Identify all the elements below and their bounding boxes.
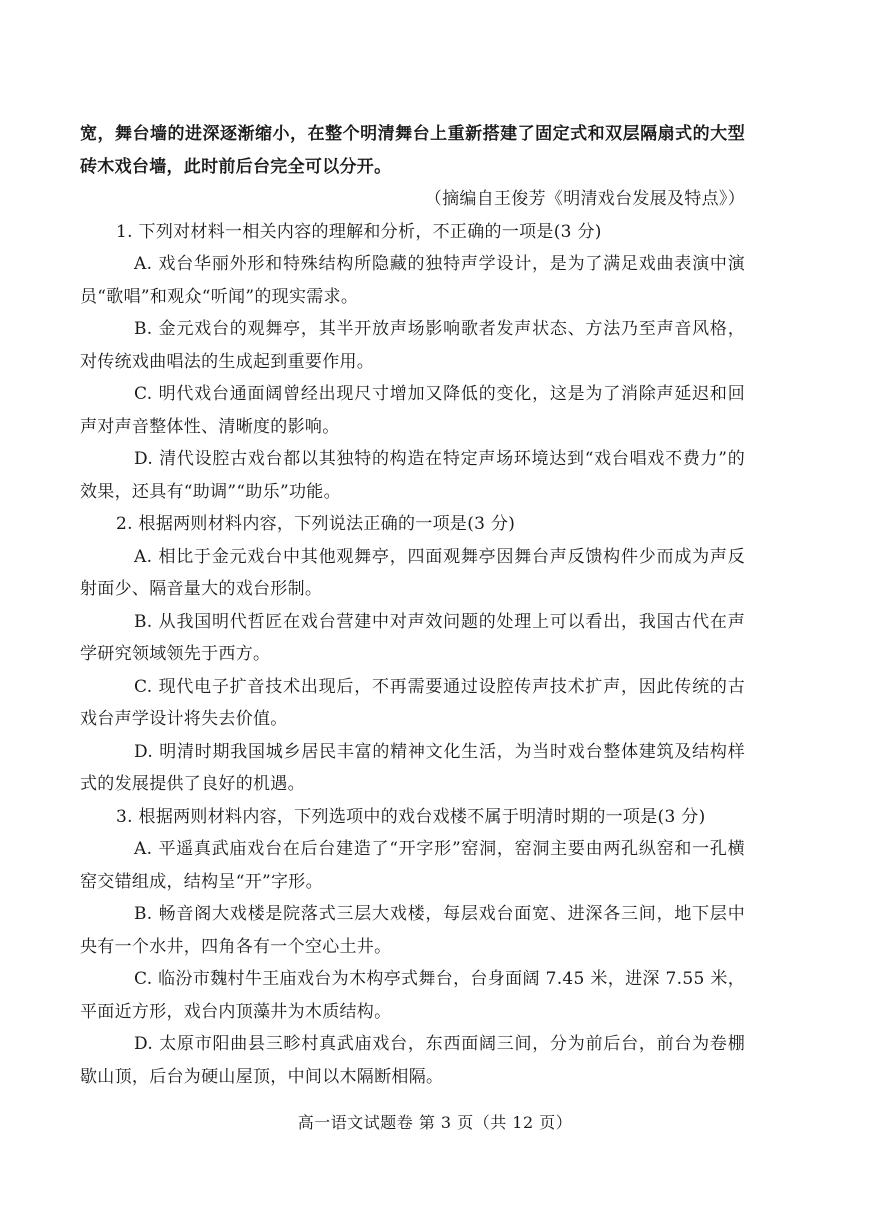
question-1: [80, 216, 745, 509]
option-d: D. 太原市阳曲县三畛村真武庙戏台，东西面阔三间，分为前后台，前台为卷棚歇山顶，后台为硬山屋顶，中间以木隔断相隔。: [80, 1034, 745, 1087]
option-a: A. 戏台华丽外形和特殊结构所隐藏的独特声学设计，是为了满足戏曲表演中演员“歌唱”和观众“听闻”的现实需求。: [80, 254, 745, 307]
option-a: A. 平遥真武庙戏台在后台建造了“开字形”窑洞，窑洞主要由两孔纵窑和一孔横窑交错组成，结构呈“开”字形。: [80, 839, 745, 892]
page-footer: 高一语文试题卷 第 3 页（共 12 页）: [297, 1113, 573, 1132]
option-a: A. 相比于金元戏台中其他观舞亭，四面观舞亭因舞台声反馈构件少而成为声反射面少、隔音量大的戏台形制。: [80, 546, 745, 599]
option-c: C. 明代戏台通面阔曾经出现尺寸增加又降低的变化，这是为了消除声延迟和回声对声音整体性、清晰度的影响。: [80, 384, 745, 437]
option-b: B. 金元戏台的观舞亭，其半开放声场影响歌者发声状态、方法乃至声音风格，对传统戏曲唱法的生成起到重要作用。: [80, 319, 745, 372]
option-b: B. 从我国明代哲匠在戏台营建中对声效问题的处理上可以看出，我国古代在声学研究领域领先于西方。: [80, 611, 745, 664]
question-stem: 3. 根据两则材料内容，下列选项中的戏台戏楼不属于明清时期的一项是(3 分): [116, 806, 706, 827]
question-stem: 2. 根据两则材料内容，下列说法正确的一项是(3 分): [116, 514, 516, 534]
question-stem: 1. 下列对材料一相关内容的理解和分析，不正确的一项是(3 分): [116, 221, 602, 242]
option-c: C. 现代电子扩音技术出现后，不再需要通过设腔传声技术扩声，因此传统的古戏台声学设计将失去价值。: [80, 676, 745, 729]
option-d: D. 清代设腔古戏台都以其独特的构造在特定声场环境达到“戏台唱戏不费力”的效果，还具有“助调”“助乐”功能。: [80, 449, 745, 502]
source-citation: （摘编自王俊芳《明清戏台发展及特点》）: [424, 189, 745, 209]
question-2: [80, 508, 745, 801]
option-c: C. 临汾市魏村牛王庙戏台为木构亭式舞台，台身面阔 7.45 米，进深 7.55 米，平面近方形，戏台内顶藻井为木质结构。: [80, 969, 745, 1022]
option-d: D. 明清时期我国城乡居民丰富的精神文化生活，为当时戏台整体建筑及结构样式的发展提供了良好的机遇。: [80, 741, 745, 794]
page-content: [80, 118, 745, 1093]
option-b: B. 畅音阁大戏楼是院落式三层大戏楼，每层戏台面宽、进深各三间，地下层中央有一个水井，四角各有一个空心土井。: [80, 904, 745, 957]
question-3: [80, 801, 745, 1094]
continued-paragraph: 宽，舞台墙的进深逐渐缩小，在整个明清舞台上重新搭建了固定式和双层隔扇式的大型砖木戏台墙，此时前后台完全可以分开。: [80, 124, 745, 177]
